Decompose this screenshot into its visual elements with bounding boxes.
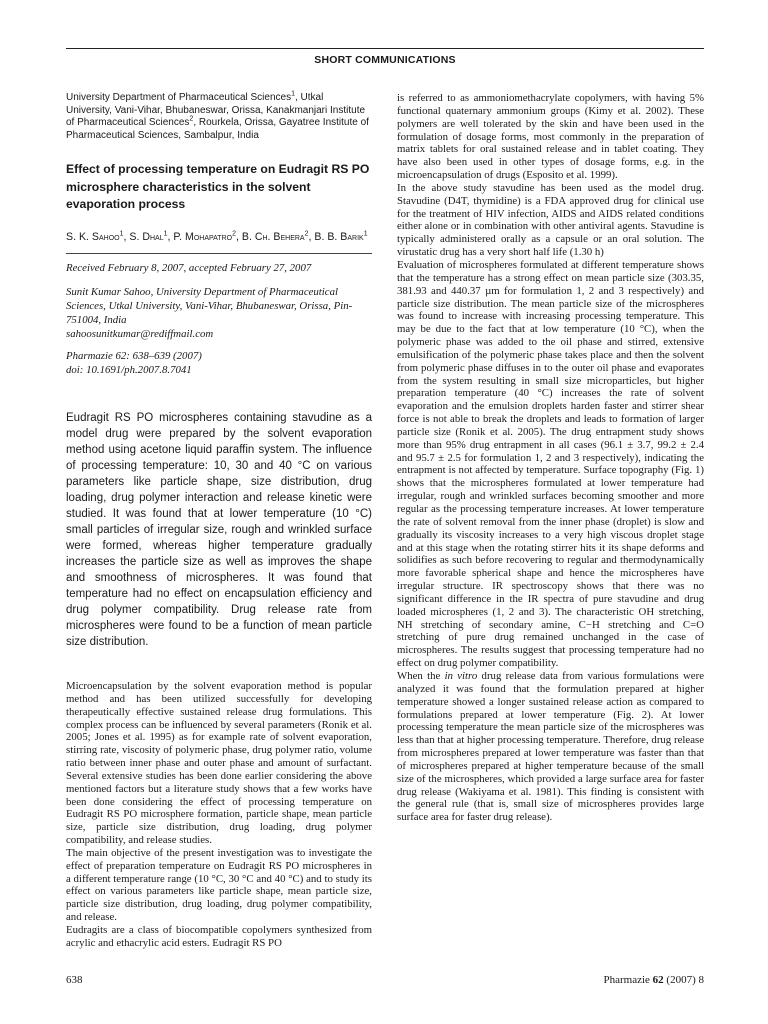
paragraph: Eudragits are a class of biocompatible copolymers synthesized from acrylic and ethacrylic acid esters. Eudragit RS PO bbox=[66, 924, 372, 949]
paragraph: When the in vitro drug release data from various formulations were analyzed it was found that the formulation prepared at higher temperature showed a longer sustained release action as compared to formulations prepared at lower temperature (Fig. 2). At lower processing temperature the mean particle size of the microspheres was less than that at higher processing temperature. Therefore, drug release from microspheres prepared at lower temperature was faster than that of microspheres prepared at higher temperature because of the small size of the microspheres, which provided a large surface area for faster drug release (Wakiyama et al. 1981). This finding is consistent with the general rule (that is, small size of microspheres provides large surface area for faster drug release). bbox=[397, 669, 704, 824]
top-rule bbox=[66, 48, 704, 49]
author-name: P. Mohapatro bbox=[173, 230, 233, 243]
paragraph: is referred to as ammoniomethacrylate copolymers, with having 5% functional quaternary ammonium groups (Kimy et al. 2002). These polymers are well tolerated by the skin and have been used in the formulation of dosage forms, most commonly in the preparation of matrix tablets for oral sustained release and in tablet coating. They have also been used in other types of dosage forms, e.g. in the microencapsulation of drugs (Esposito et al. 1999). bbox=[397, 92, 704, 182]
author-name: S. K. Sahoo bbox=[66, 230, 120, 243]
author-name: S. Dhal bbox=[129, 230, 164, 243]
received-dates: Received February 8, 2007, accepted February 27, 2007 bbox=[66, 261, 312, 274]
body-text-left bbox=[66, 680, 372, 950]
journal-footer: Pharmazie 62 (2007) 8 bbox=[603, 974, 704, 986]
author-email[interactable]: sahoosunitkumar@rediffmail.com bbox=[66, 327, 214, 340]
doi-link[interactable]: doi: 10.1691/ph.2007.8.7041 bbox=[66, 363, 192, 376]
right-column bbox=[397, 92, 704, 824]
affiliation: University Department of Pharmaceutical Sciences$^1$, Utkal University, Vani-Vihar, Bhubaneswar, Orissa, Kanakmanjari Institute of Pharmaceutical Sciences$^2$, Rourkela, Orissa, Gayatree Institute of Pharmaceutical Sciences, Sambalpur, India bbox=[66, 90, 369, 141]
paragraph: Microencapsulation by the solvent evaporation method is popular method and has been utilized successfully for developing therapeutically effective sustained release drug formulations. This complex process can be influenced by several parameters (Ronik et al. 2005; Jones et al. 1995) as for example rate of solvent evaporation, stirring rate, viscosity of polymeric phase, drug polymer ratio, volume ratio between inner phase and outer phase and amount of surfactant. Several extensive studies has been done earlier considering the above mentioned factors but a literature study shows that a few works have been done considering the effect of processing temperature on Eudragit RS PO microsphere formation, particle shape, mean particle size, particle size distribution, drug loading, drug polymer compatibility, and release studies. bbox=[66, 679, 372, 847]
abstract: Eudragit RS PO microspheres containing stavudine as a model drug were prepared by the solvent evaporation method using acetone liquid paraffin system. The influence of processing temperature: 10, 30 and 40 °C on various parameters like particle shape, size distribution, drug loading, drug polymer interaction and release kinetic were studied. It was found that at lower temperature (10 °C) small particles of irregular size, rough and wrinkled surface were formed, whereas higher temperature gradually increases the particle size as well as improves the shape and smoothness of microspheres. It was found that temperature had no effect on encapsulation efficiency and drug polymer compatibility. Drug release rate from microspheres were found to be a function of mean particle size distribution. bbox=[66, 411, 372, 648]
corresponding-author: Sunit Kumar Sahoo, University Department of Pharmaceutical Sciences, Utkal University, Vani-Vihar, Bhubaneswar, Orissa, Pin-751004, India sahoosunitkumar@rediffmail.com bbox=[66, 285, 353, 340]
citation-info: Pharmazie 62: 638–639 (2007) doi: 10.1691/ph.2007.8.7041 bbox=[66, 349, 202, 376]
article-title: Effect of processing temperature on Eudragit RS PO microsphere characteristics in the solvent evaporation process bbox=[66, 162, 370, 211]
author-name: B. B. Barik bbox=[314, 230, 364, 243]
section-header: SHORT COMMUNICATIONS bbox=[314, 54, 456, 66]
left-column bbox=[66, 92, 372, 950]
meta-divider bbox=[66, 253, 372, 254]
paragraph: In the above study stavudine has been used as the model drug. Stavudine (D4T, thymidine) is a FDA approved drug for clinical use for the treatment of HIV infection, AIDS and AIDS related conditions either alone or in combination with other antiviral agents. Stavudine is typically administered orally as a capsule or an oral solution. The virustatic drug has a very short half life (1.30 h) bbox=[397, 181, 704, 259]
page-number: 638 bbox=[66, 974, 83, 986]
paragraph: Evaluation of microspheres formulated at different temperature shows that the temperature has a strong effect on mean particle size (303.35, 381.93 and 440.37 µm for formulation 1, 2 and 3 respectively) and particle size distribution. The mean particle size of the microspheres was found to increase with increasing processing temperature. This may be due to the fact that at low temperature (10 °C), when the polymeric phase was added to the oil phase and stirred, extensive emulsification of the polymeric phase takes place and then the solvent from polymeric phase diffuses in to the outer oil phase and evaporates from the system resulting in small size microparticles, but higher preparation temperature (40 °C) increases the rate of solvent evaporation and the emulsion droplets harden faster and stirrer shear force is not able to break the droplets and leads to formation of larger particle size (Ronik et al. 2005). The drug entrapment study shows more than 95% drug entrapment in all cases (96.1 ± 3.7, 99.2 ± 2.4 and 95.7 ± 2.5 for formulation 1, 2 and 3 respectively), indicating the entrapment is not affected by temperature. Surface topography (Fig. 1) shows that the microspheres formulated at lower temperature had irregular, rough and wrinkled surfaces becoming smoother and more regular as the processing temperature increases. At lower temperature the rate of solvent removal from the inner phase (droplet) is slow and gradually its viscosity increases to a very high viscous droplet stage and at this stage when the rotating stirrer hits it its shape deforms and solidifies as such before recovering to regular and thermodynamically more favorable spherical shape and hence the microspheres have irregular structure. IR spectroscopy shows that there was no significant difference in the IR spectra of pure stavudine and drug loaded microspheres (1, 2 and 3). The characteristic OH stretching, NH stretching of secondary amine, C−H stretching and C=O stretching of pure drug remained unchanged in the case of microspheres. The results suggest that processing temperature had no effect on drug polymer compatibility. bbox=[397, 258, 704, 670]
author-list: S. K. Sahoo$^1$, S. Dhal$^1$, P. Mohapatro$^2$, B. Ch. Behera$^2$, B. B. Barik$^1$ bbox=[66, 230, 368, 243]
paragraph: The main objective of the present investigation was to investigate the effect of preparation temperature on Eudragit RS PO microspheres in a different temperature range (10 °C, 30 °C and 40 °C) and to study its effect on various parameters like particle shape, mean particle size, particle size distribution, drug loading, drug polymer compatibility, and release. bbox=[66, 846, 372, 924]
author-name: B. Ch. Behera bbox=[241, 230, 305, 243]
